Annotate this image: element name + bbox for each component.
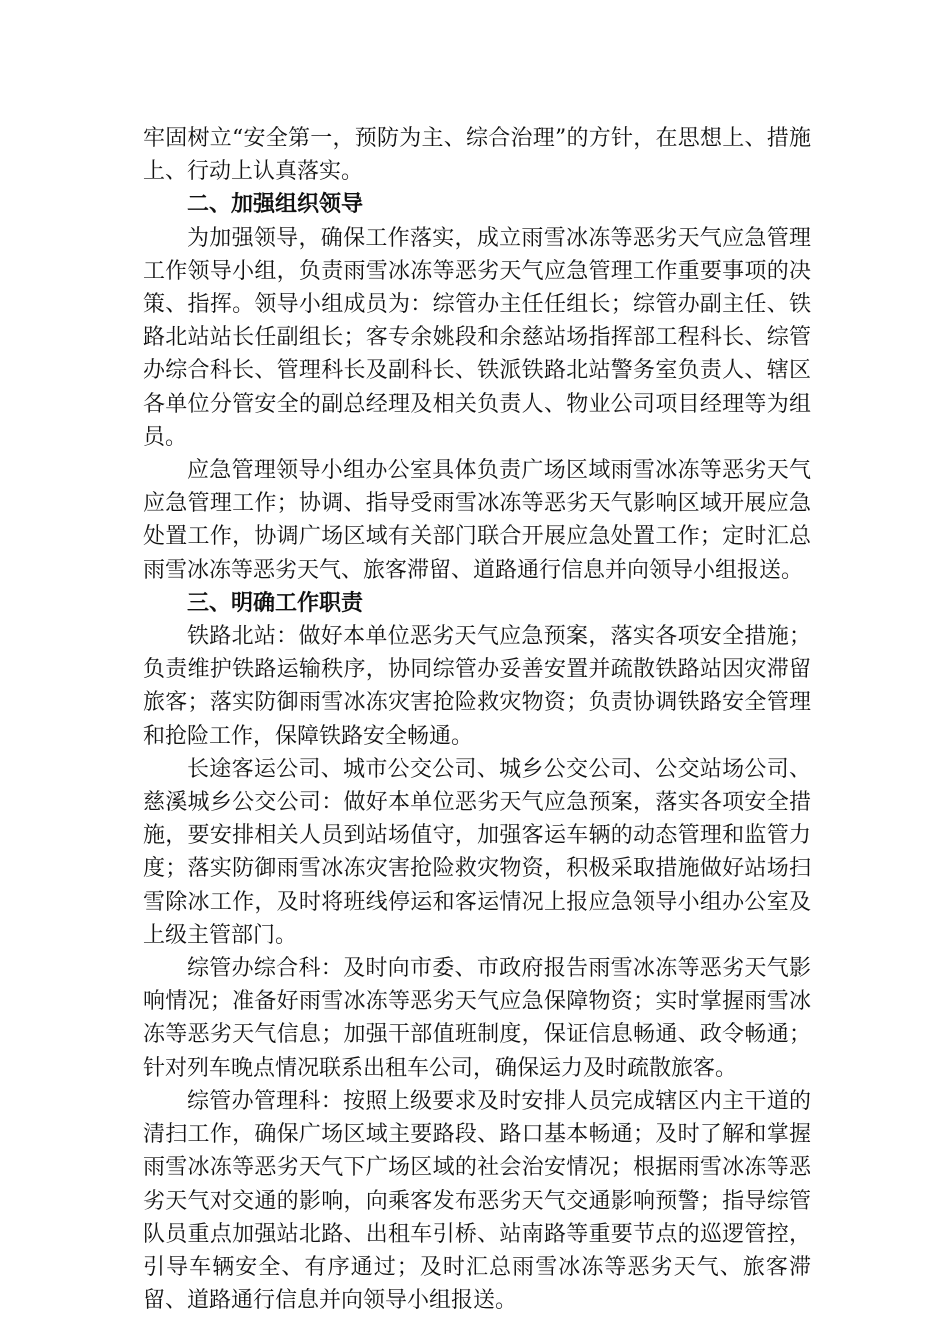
section-heading-organization: 二、加强组织领导 [187, 191, 364, 218]
paragraph-office-duties: 应急管理领导小组办公室具体负责广场区域雨雪冰冻等恶劣天气应急管理工作；协调、指导受雨雪冰冻等恶劣天气影响区域开展应急处置工作，协调广场区域有关部门联合开展应急处置工作；定时汇总雨雪冰冻等恶劣天气、旅客滞留、道路通行信息并向领导小组报送。 [143, 458, 811, 583]
document-body [143, 122, 811, 1317]
paragraph-continuation: 牢固树立“安全第一，预防为主、综合治理”的方针，在思想上、措施上、行动上认真落实。 [143, 126, 811, 185]
paragraph-railway-north-station: 铁路北站：做好本单位恶劣天气应急预案，落实各项安全措施；负责维护铁路运输秩序，协同综管办妥善安置并疏散铁路站因灾滞留旅客；落实防御雨雪冰冻灾害抢险救灾物资；负责协调铁路安全管理和抢险工作，保障铁路安全畅通。 [143, 624, 811, 749]
paragraph-leadership-group: 为加强领导，确保工作落实，成立雨雪冰冻等恶劣天气应急管理工作领导小组，负责雨雪冰冻等恶劣天气应急管理工作重要事项的决策、指挥。领导小组成员为：综管办主任任组长；综管办副主任、铁路北站站长任副组长；客专余姚段和余慈站场指挥部工程科长、综管办综合科长、管理科长及副科长、铁派铁路北站警务室负责人、辖区各单位分管安全的副总经理及相关负责人、物业公司项目经理等为组员。 [143, 225, 811, 450]
paragraph-management-section: 综管办管理科：按照上级要求及时安排人员完成辖区内主干道的清扫工作，确保广场区域主要路段、路口基本畅通；及时了解和掌握雨雪冰冻等恶劣天气下广场区域的社会治安情况；根据雨雪冰冻等恶劣天气对交通的影响，向乘客发布恶劣天气交通影响预警；指导综管队员重点加强站北路、出租车引桥、站南路等重要节点的巡逻管控，引导车辆安全、有序通过；及时汇总雨雪冰冻等恶劣天气、旅客滞留、道路通行信息并向领导小组报送。 [143, 1088, 811, 1314]
section-heading-responsibilities: 三、明确工作职责 [187, 589, 364, 616]
paragraph-transport-companies: 长途客运公司、城市公交公司、城乡公交公司、公交站场公司、慈溪城乡公交公司：做好本单位恶劣天气应急预案，落实各项安全措施，要安排相关人员到站场值守，加强客运车辆的动态管理和监管力度；落实防御雨雪冰冻灾害抢险救灾物资，积极采取措施做好站场扫雪除冰工作，及时将班线停运和客运情况上报应急领导小组办公室及上级主管部门。 [143, 756, 811, 948]
paragraph-general-section: 综管办综合科：及时向市委、市政府报告雨雪冰冻等恶劣天气影响情况；准备好雨雪冰冻等恶劣天气应急保障物资；实时掌握雨雪冰冻等恶劣天气信息；加强干部值班制度，保证信息畅通、政令畅通；针对列车晚点情况联系出租车公司，确保运力及时疏散旅客。 [143, 956, 811, 1081]
